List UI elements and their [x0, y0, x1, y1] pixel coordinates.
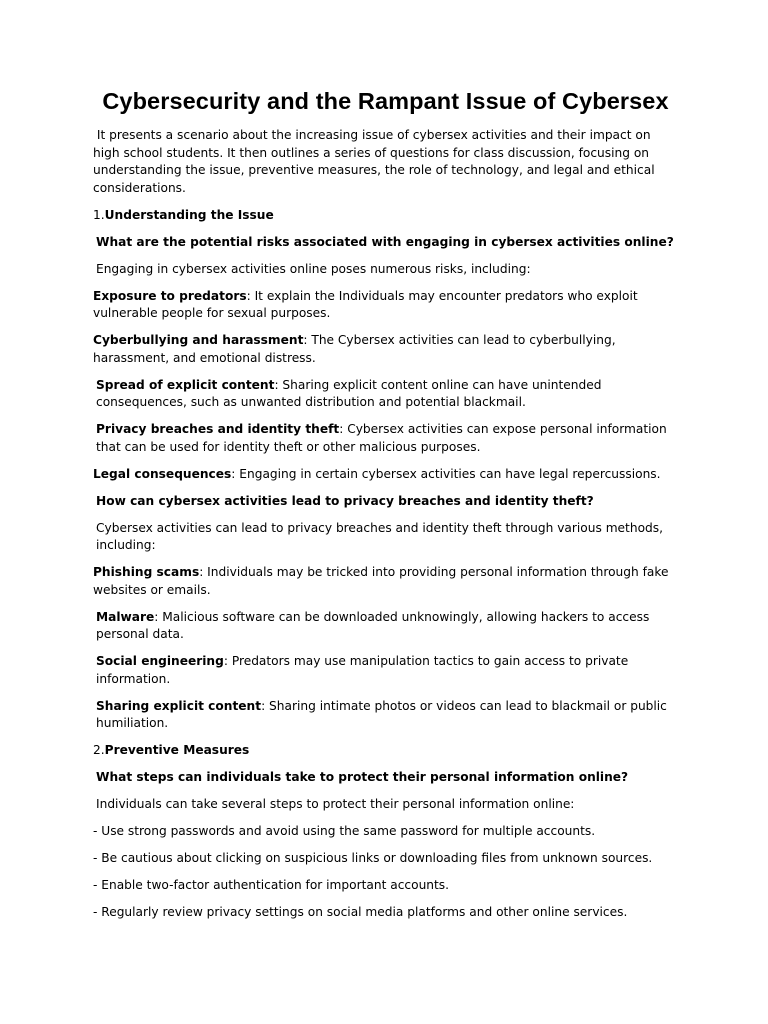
method-term: Phishing scams [93, 565, 200, 579]
risk-term: Cyberbullying and harassment [93, 333, 304, 347]
answer-lead-in: Cybersex activities can lead to privacy breaches and identity theft through various methods, including: [96, 520, 663, 552]
method-item [93, 653, 678, 688]
section-number: 1. [93, 207, 105, 222]
section-number: 2. [93, 743, 105, 757]
intro-paragraph: It presents a scenario about the increasing issue of cybersex activities and their impact on high school students. It then outlines a series of questions for class discussion, focusing on understanding the issue, preventive measures, the role of technology, and legal and ethical considerations. [93, 128, 659, 195]
risk-text: : Sharing explicit content online can have unintended consequences, such as unwanted distribution and potential blackmail. [96, 377, 602, 409]
method-term: Social engineering [96, 654, 224, 668]
risk-item [93, 421, 678, 456]
risk-item [93, 332, 678, 367]
method-item [93, 698, 678, 733]
section-heading-text: Preventive Measures [104, 743, 250, 757]
risk-term: Exposure to predators [93, 288, 247, 303]
risk-item [93, 288, 678, 323]
question-privacy: How can cybersex activities lead to privacy breaches and identity theft? [96, 493, 594, 508]
risk-text: : Cybersex activities can expose personal information that can be used for identity theft or other malicious purposes. [96, 422, 667, 454]
step-item: - Use strong passwords and avoid using the same password for multiple accounts. [93, 824, 596, 838]
step-item: - Enable two-factor authentication for important accounts. [93, 878, 450, 892]
document-title: Cybersecurity and the Rampant Issue of Cybersex [102, 88, 669, 114]
question-risks: What are the potential risks associated with engaging in cybersex activities online? [96, 234, 674, 249]
risk-text: : Engaging in certain cybersex activities can have legal repercussions. [231, 466, 661, 481]
risk-term: Spread of explicit content [96, 377, 275, 392]
risk-term: Legal consequences [93, 466, 232, 481]
method-item [93, 564, 678, 599]
risk-text: : The Cybersex activities can lead to cyberbullying, harassment, and emotional distress. [93, 333, 616, 365]
risk-item [93, 466, 678, 484]
risk-text: : It explain the Individuals may encounter predators who exploit vulnerable people for sexual purposes. [93, 288, 638, 320]
section-heading-text: Understanding the Issue [104, 207, 274, 222]
answer-lead-in: Individuals can take several steps to protect their personal information online: [96, 797, 575, 811]
method-term: Malware [96, 609, 155, 624]
method-item [93, 609, 678, 644]
step-item: - Be cautious about clicking on suspicious links or downloading files from unknown sources. [93, 851, 653, 865]
document-page [93, 86, 678, 931]
method-text: : Predators may use manipulation tactics to gain access to private information. [96, 654, 629, 686]
method-text: : Malicious software can be downloaded unknowingly, allowing hackers to access personal data. [96, 609, 650, 641]
section-heading-preventive [93, 742, 678, 760]
section-heading-understanding [93, 207, 678, 225]
answer-lead-in: Engaging in cybersex activities online poses numerous risks, including: [96, 261, 531, 276]
risk-item [93, 377, 678, 412]
question-protect: What steps can individuals take to protect their personal information online? [96, 770, 629, 784]
risk-term: Privacy breaches and identity theft [96, 422, 340, 436]
method-text: : Sharing intimate photos or videos can lead to blackmail or public humiliation. [96, 698, 667, 730]
method-text: : Individuals may be tricked into providing personal information through fake websites or emails. [93, 565, 669, 597]
method-term: Sharing explicit content [96, 698, 262, 713]
step-item: - Regularly review privacy settings on social media platforms and other online services. [93, 905, 628, 919]
